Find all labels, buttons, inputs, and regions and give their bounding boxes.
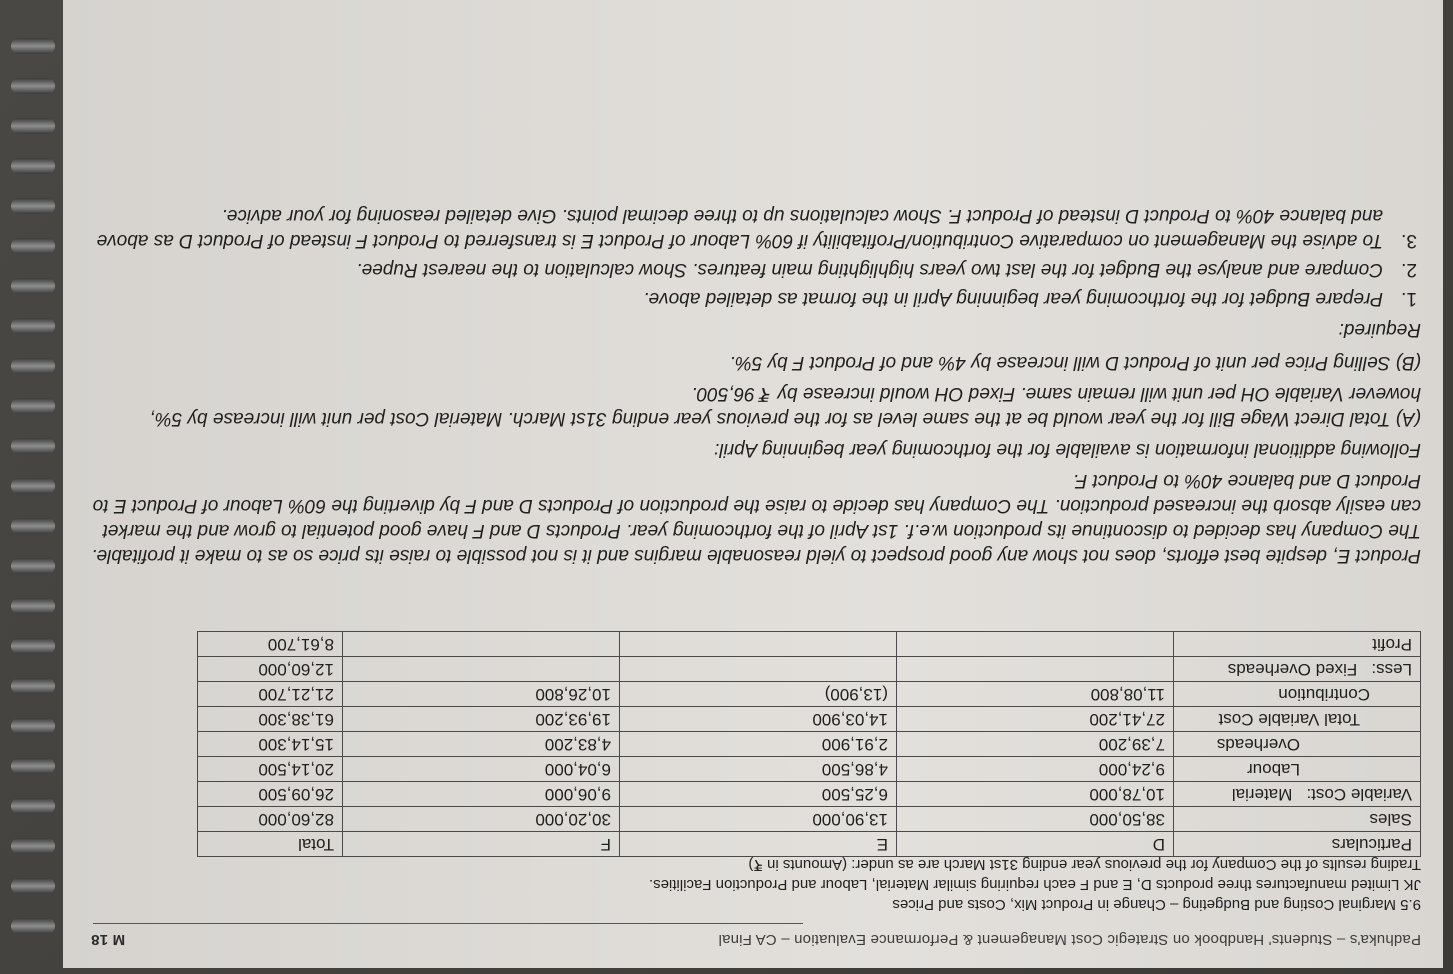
cell: 4,86,500	[620, 757, 897, 782]
table-row	[198, 707, 1421, 732]
table-row	[198, 682, 1421, 707]
cell: 26,09,500	[198, 782, 343, 807]
problem-body	[76, 199, 1421, 568]
paragraph-a: (A) Total Direct Wage Bill for the year would be at the same level as for the previous year ending 31st March. Material Cost per unit will increase by 5%, however Variable OH per unit will remain same. Fixed OH would increase by ₹ 96,500.	[149, 383, 1421, 429]
header-cell: F	[343, 832, 620, 857]
binding-ring	[11, 558, 55, 574]
running-title: Padhuka's – Students' Handbook on Strategic Cost Management & Performance Evaluation – CA Final	[718, 931, 1421, 948]
cell	[343, 657, 620, 682]
cell: 61,38,300	[198, 707, 343, 732]
cell: 7,39,200	[897, 732, 1174, 757]
binding-ring	[11, 438, 55, 454]
item-number: 3.	[1401, 230, 1417, 251]
cell: 20,14,500	[198, 757, 343, 782]
cell: 11,08,800	[897, 682, 1174, 707]
binding-ring	[11, 398, 55, 414]
row-label: Contribution	[1174, 682, 1421, 707]
paragraph-additional-info: Following additional information is available for the forthcoming year beginning April:	[714, 439, 1421, 460]
cell: 6,25,500	[620, 782, 897, 807]
binding-ring	[11, 758, 55, 774]
item-number: 2.	[1401, 259, 1417, 280]
cell: 12,60,000	[198, 657, 343, 682]
cell	[343, 632, 620, 657]
binding-ring	[11, 158, 55, 174]
row-label: Profit	[1174, 632, 1421, 657]
cell	[897, 657, 1174, 682]
row-label: Overheads	[1174, 732, 1421, 757]
table-header-row	[198, 832, 1421, 857]
page-code: M 18	[91, 931, 126, 948]
cell: 9,06,000	[343, 782, 620, 807]
cell: 10,78,000	[897, 782, 1174, 807]
binding-ring	[11, 638, 55, 654]
cell: (13,900)	[620, 682, 897, 707]
item-text: Compare and analyse the Budget for the last two years highlighting main features. Show calculation to the nearest Rupee.	[356, 259, 1383, 280]
cell: 19,93,200	[343, 707, 620, 732]
binding-ring	[11, 358, 55, 374]
page-sheet	[63, 0, 1443, 968]
row-label: Less: Fixed Overheads	[1174, 657, 1421, 682]
paragraph-b: (B) Selling Price per unit of Product D will increase by 4% and of Product F by 5%.	[729, 352, 1421, 373]
binding-ring	[11, 78, 55, 94]
binding-ring	[11, 918, 55, 934]
binding-ring	[11, 278, 55, 294]
cell: 2,91,900	[620, 732, 897, 757]
item-text: To advise the Management on comparative Contribution/Profitability if 60% Labour of Product E is transferred to Product F instead of Product D as above and balance 40% to Product D instead of Product F. Show calculations up to three decimal points. Give detailed reasoning for your advice.	[96, 205, 1383, 251]
list-item	[76, 286, 1421, 311]
table-row	[198, 807, 1421, 832]
problem-intro	[641, 854, 1421, 914]
table-row	[198, 782, 1421, 807]
binding-ring	[11, 478, 55, 494]
list-item	[76, 203, 1421, 253]
row-label: Variable Cost: Material	[1174, 782, 1421, 807]
binding-ring	[11, 798, 55, 814]
cell: 10,26,800	[343, 682, 620, 707]
problem-title: 9.5 Marginal Costing and Budgeting – Change in Product Mix, Costs and Prices	[892, 896, 1421, 913]
binding-ring	[11, 878, 55, 894]
header-cell: E	[620, 832, 897, 857]
paragraph-discontinue: Product E, despite best efforts, does not show any good prospect to yield reasonable margins and it is not possible to raise its price so as to make it profitable. The Company has decided to discontinue its production w.e.f. 1st April of the forthcoming year. Products D and F have good potential to grow and the market can easily absorb the increased production. The Company has decide to raise the production of Products D and F by diverting the 60% Labour of Product E to Product D and balance 40% to Product F.	[91, 470, 1421, 566]
item-number: 1.	[1401, 288, 1417, 309]
header-rule	[93, 923, 803, 924]
cell: 9,24,000	[897, 757, 1174, 782]
list-item	[76, 257, 1421, 282]
binding-ring	[11, 38, 55, 54]
binding-ring	[11, 678, 55, 694]
cell: 21,21,700	[198, 682, 343, 707]
cell	[620, 657, 897, 682]
cell: 6,04,000	[343, 757, 620, 782]
cell	[897, 632, 1174, 657]
cell: 14,03,900	[620, 707, 897, 732]
cell: 8,61,700	[198, 632, 343, 657]
required-heading: Required:	[1338, 319, 1421, 340]
header-cell: D	[897, 832, 1174, 857]
running-header	[91, 931, 1421, 948]
cell: 38,50,000	[897, 807, 1174, 832]
binding-ring	[11, 838, 55, 854]
cell: 30,20,000	[343, 807, 620, 832]
row-label: Labour	[1174, 757, 1421, 782]
cell: 13,90,000	[620, 807, 897, 832]
cell: 15,14,300	[198, 732, 343, 757]
binding-ring	[11, 318, 55, 334]
item-text: Prepare Budget for the forthcoming year beginning April in the format as detailed above.	[643, 288, 1383, 309]
cell: 4,83,200	[343, 732, 620, 757]
trading-results-table	[197, 631, 1421, 857]
cell: 27,41,200	[897, 707, 1174, 732]
cell: 82,60,000	[198, 807, 343, 832]
binding-ring	[11, 718, 55, 734]
problem-intro-text: JK Limited manufactures three products D, E and F each requiring similar Material, Labour and Production Facilities. Trading results of the Company for the previous year ending 31st March are as under: (Amounts in ₹)	[648, 856, 1421, 893]
binding-ring	[11, 198, 55, 214]
binding-ring	[11, 118, 55, 134]
table-row	[198, 632, 1421, 657]
binding-ring	[11, 598, 55, 614]
cell	[620, 632, 897, 657]
table-row	[198, 757, 1421, 782]
table-row	[198, 657, 1421, 682]
table-row	[198, 732, 1421, 757]
header-cell: Particulars	[1174, 832, 1421, 857]
header-cell: Total	[198, 832, 343, 857]
requirements-list	[76, 203, 1421, 311]
binding-ring	[11, 518, 55, 534]
row-label: Sales	[1174, 807, 1421, 832]
row-label: Total Variable Cost	[1174, 707, 1421, 732]
binding-ring	[11, 238, 55, 254]
spiral-binding	[1, 0, 61, 974]
